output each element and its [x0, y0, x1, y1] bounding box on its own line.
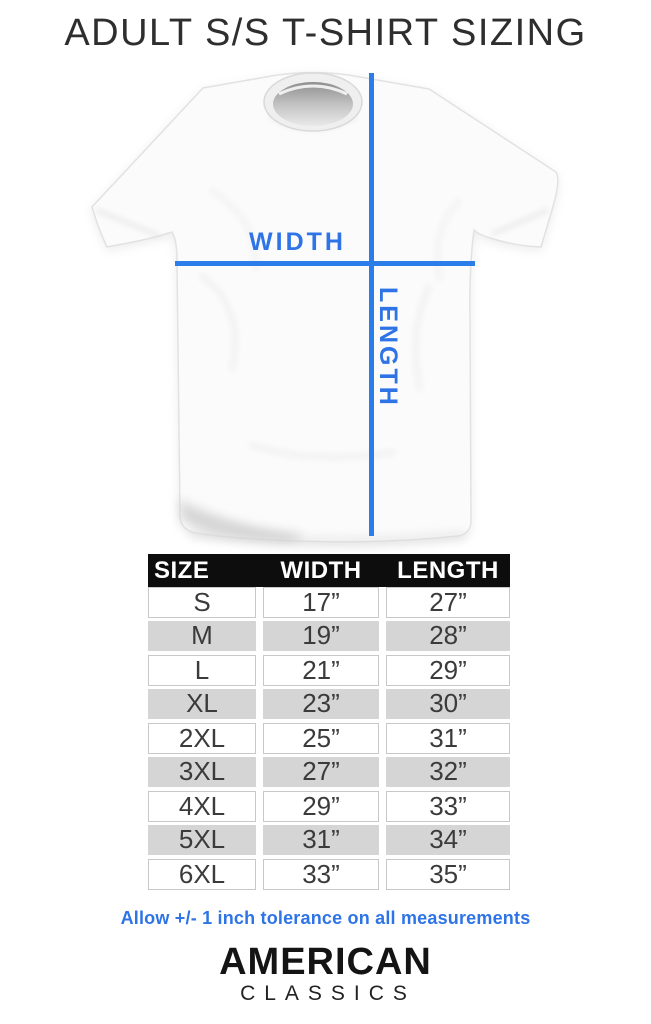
- tshirt-diagram: [0, 60, 651, 555]
- brand-name-secondary: CLASSICS: [240, 982, 416, 1005]
- header-cell-width: WIDTH: [280, 557, 362, 584]
- length-label: LENGTH: [374, 287, 402, 408]
- table-cell-size: L: [148, 655, 256, 686]
- table-cell-width: 23”: [263, 689, 379, 719]
- table-cell-length: 31”: [386, 723, 510, 754]
- table-cell-width: 31”: [263, 825, 379, 855]
- header-cell-size: SIZE: [154, 557, 210, 584]
- tolerance-note: Allow +/- 1 inch tolerance on all measurements: [120, 908, 531, 928]
- table-row: [148, 689, 510, 719]
- table-cell-length: 28”: [386, 621, 510, 651]
- table-cell-width: 21”: [263, 655, 379, 686]
- brand-logo: [0, 942, 651, 1006]
- table-row: [148, 587, 510, 617]
- table-row: [148, 723, 510, 753]
- table-cell-width: 33”: [263, 859, 379, 890]
- table-cell-size: 4XL: [148, 791, 256, 822]
- width-line: [175, 261, 475, 266]
- table-cell-length: 32”: [386, 757, 510, 787]
- table-body: [148, 587, 510, 889]
- table-cell-length: 30”: [386, 689, 510, 719]
- table-cell-size: 3XL: [148, 757, 256, 787]
- table-cell-length: 29”: [386, 655, 510, 686]
- table-cell-size: 2XL: [148, 723, 256, 754]
- table-row: [148, 757, 510, 787]
- table-cell-width: 25”: [263, 723, 379, 754]
- table-cell-size: M: [148, 621, 256, 651]
- table-header: [148, 554, 510, 587]
- width-label: WIDTH: [249, 228, 346, 256]
- table-cell-length: 27”: [386, 587, 510, 618]
- size-chart-table: [148, 554, 510, 889]
- header-cell-length: LENGTH: [397, 557, 499, 584]
- table-row: [148, 825, 510, 855]
- brand-name-primary: AMERICAN: [219, 941, 432, 983]
- tshirt-image: [0, 60, 651, 555]
- table-row: [148, 621, 510, 651]
- table-cell-size: 6XL: [148, 859, 256, 890]
- table-cell-size: S: [148, 587, 256, 618]
- table-cell-size: 5XL: [148, 825, 256, 855]
- table-row: [148, 655, 510, 685]
- table-cell-length: 33”: [386, 791, 510, 822]
- collar-opening: [273, 82, 353, 126]
- tshirt-silhouette: [92, 73, 558, 542]
- table-cell-size: XL: [148, 689, 256, 719]
- table-cell-width: 19”: [263, 621, 379, 651]
- table-cell-length: 34”: [386, 825, 510, 855]
- page-title: ADULT S/S T-SHIRT SIZING: [64, 12, 587, 54]
- table-cell-length: 35”: [386, 859, 510, 890]
- table-row: [148, 791, 510, 821]
- table-cell-width: 29”: [263, 791, 379, 822]
- table-cell-width: 27”: [263, 757, 379, 787]
- table-row: [148, 859, 510, 889]
- table-cell-width: 17”: [263, 587, 379, 618]
